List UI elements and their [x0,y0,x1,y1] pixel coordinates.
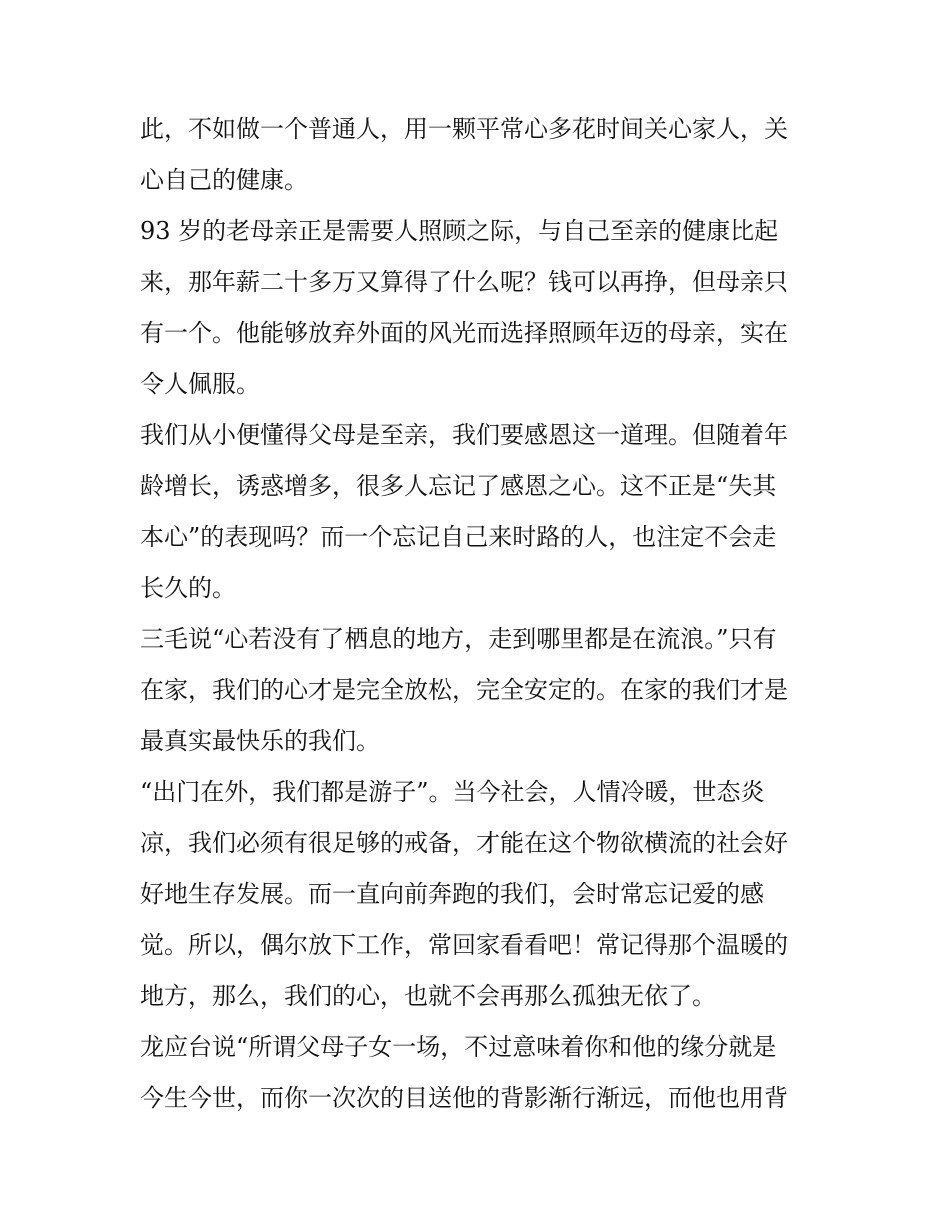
text-line: 来，那年薪二十多万又算得了什么呢？钱可以再挣，但母亲只 [140,268,788,296]
text-line: 长久的。 [140,574,236,602]
text-line: 最真实最快乐的我们。 [140,727,380,755]
text-line: 令人佩服。 [140,370,260,398]
text-line: 93 岁的老母亲正是需要人照顾之际，与自己至亲的健康比起 [140,217,779,245]
text-line: 在家，我们的心才是完全放松，完全安定的。在家的我们才是 [140,676,788,704]
document-body [140,104,820,1124]
text-line: 好地生存发展。而一直向前奔跑的我们，会时常忘记爱的感 [140,880,764,908]
text-line: 地方，那么，我们的心，也就不会再那么孤独无依了。 [140,982,716,1010]
text-line: 龙应台说“所谓父母子女一场，不过意味着你和他的缘分就是 [140,1033,777,1061]
text-line: 觉。所以，偶尔放下工作，常回家看看吧！常记得那个温暖的 [140,931,788,959]
text-line: 龄增长，诱惑增多，很多人忘记了感恩之心。这不正是“失其 [140,472,777,500]
text-line: “出门在外，我们都是游子”。当今社会，人情冷暖，世态炎 [140,778,765,806]
text-line: 心自己的健康。 [140,166,308,194]
text-line: 三毛说“心若没有了栖息的地方，走到哪里都是在流浪。”只有 [140,625,777,653]
text-line: 我们从小便懂得父母是至亲，我们要感恩这一道理。但随着年 [140,421,788,449]
text-line: 凉，我们必须有很足够的戒备，才能在这个物欲横流的社会好 [140,829,788,857]
text-line: 今生今世，而你一次次的目送他的背影渐行渐远，而他也用背 [140,1084,788,1112]
text-line: 此，不如做一个普通人，用一颗平常心多花时间关心家人，关 [140,115,788,143]
text-line: 有一个。他能够放弃外面的风光而选择照顾年迈的母亲，实在 [140,319,788,347]
text-line: 本心”的表现吗？而一个忘记自己来时路的人，也注定不会走 [140,523,777,551]
